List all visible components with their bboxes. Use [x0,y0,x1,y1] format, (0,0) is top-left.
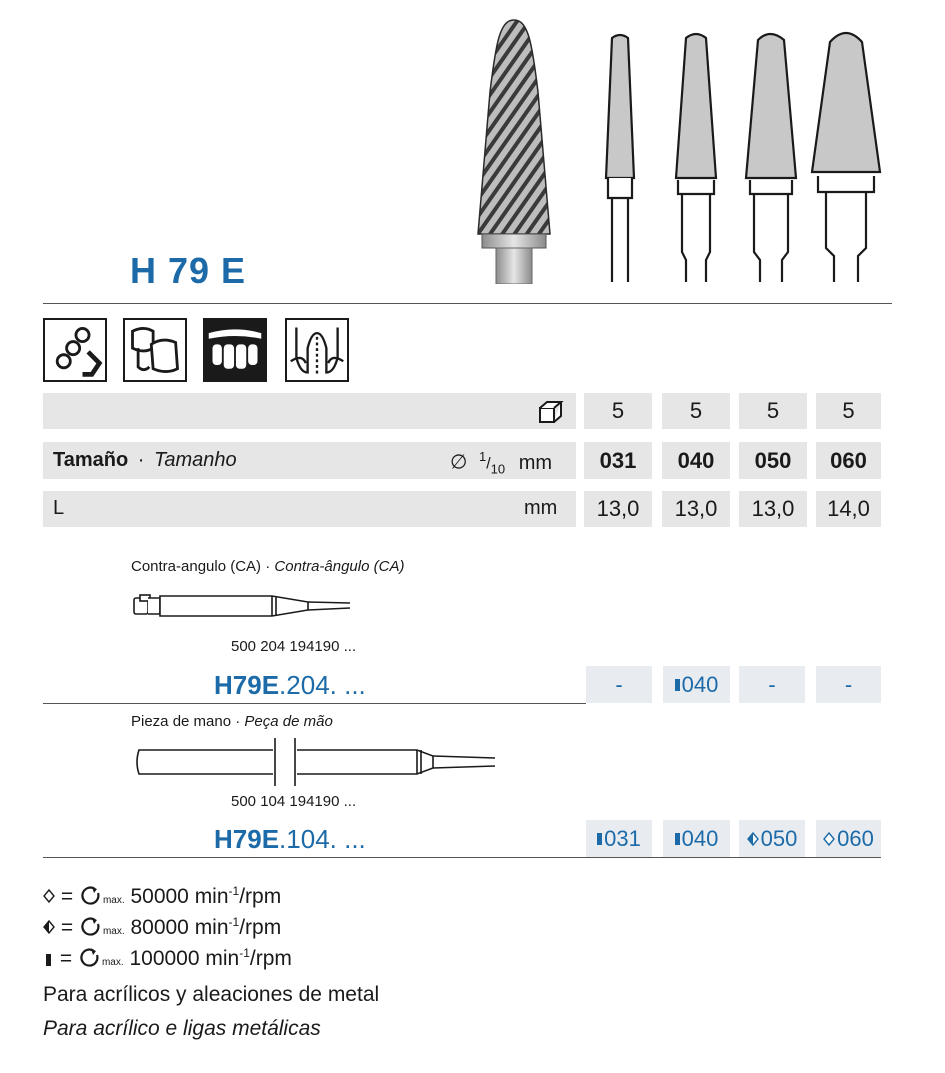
handpiece-shank-drawing [133,736,499,788]
size-unit-num: 1 [478,449,487,464]
legend-row-2 [43,915,281,940]
length-cell-3: 13,0 [739,491,807,527]
description-es: Para acrílicos y aleaciones de metal [43,983,380,1006]
half-diamond-marker-icon [747,832,759,846]
square-marker-icon [675,833,680,845]
size-cell-060: 060 [816,442,881,479]
description-pt: Para acrílico e ligas metálicas [43,1017,321,1040]
ca-cell-4-text: - [844,671,853,697]
hp-cell-040 [663,820,730,857]
legend-max: max. [102,895,125,906]
hp-cell-3-text: 050 [760,825,798,851]
ca-code-rest: .204. ... [279,670,366,700]
bur-size-drawings [590,20,890,285]
package-icon [537,399,565,425]
ca-order-code [214,670,366,701]
legend-exp: -1 [239,946,250,960]
size-cell-040: 040 [662,442,730,479]
hp-cell-050 [739,820,805,857]
length-cell-4: 14,0 [816,491,881,527]
hp-cell-031 [586,820,652,857]
legend-exp: -1 [228,915,240,929]
length-label: L [53,497,65,519]
size-label [53,449,237,472]
pack-cell-4: 5 [816,393,881,429]
legend-eq: = [60,885,79,908]
pack-cell-2: 5 [662,393,730,429]
hp-code-rest: .104. ... [279,824,366,854]
hp-reference: 500 104 194190 ... [231,793,357,810]
hp-cell-2-text: 040 [681,825,719,851]
legend-unit: /rpm [249,947,292,970]
ca-cell-2-text: 040 [681,671,719,697]
rotation-icon [78,948,102,968]
hp-label [131,713,333,730]
orthodontic-icon [285,318,349,382]
chain-link-icon [43,318,107,382]
size-unit-mm: mm [518,451,553,474]
legend-unit: /rpm [239,885,282,908]
pack-cell-1: 5 [584,393,652,429]
hp-cell-060 [816,820,881,857]
size-cell-050: 050 [739,442,807,479]
ca-reference: 500 204 194190 ... [231,638,357,655]
ca-cell-1-text: - [615,671,623,697]
legend-eq: = [60,916,79,939]
legend-max: max. [102,926,125,937]
ca-cell-3-text: - [768,671,776,697]
ca-cell-4 [816,666,881,703]
denture-icon [203,318,267,382]
crown-bridge-icon [123,318,187,382]
diamond-legend-icon [43,889,55,903]
ca-cell-1 [586,666,652,703]
legend-max: max. [101,957,124,968]
length-row-band [43,491,576,527]
legend-row-3 [43,946,292,971]
hp-label-pt: Peça de mão [244,713,333,730]
hp-cell-1-text: 031 [604,825,641,851]
size-label-es: Tamaño [53,449,129,471]
rotation-icon [79,917,103,937]
length-cell-1: 13,0 [584,491,652,527]
title-divider [43,303,892,304]
ca-cell-2 [663,666,730,703]
size-label-pt: Tamanho [154,449,237,471]
hp-order-code [214,824,366,855]
legend-unit: /rpm [239,916,282,939]
square-marker-icon [675,679,680,691]
legend-exp: -1 [228,884,240,898]
legend-eq: = [59,947,78,970]
half-diamond-legend-icon [43,920,55,934]
hp-cell-4-text: 060 [837,825,874,851]
hp-divider [43,857,881,858]
legend-value: 50000 min [124,885,229,908]
fraction-slash: / [486,455,491,473]
ca-label-pt: Contra-ângulo (CA) [274,558,405,575]
square-legend-icon [46,954,51,966]
legend-row-1 [43,884,281,909]
legend-value: 100000 min [123,947,240,970]
legend-value: 80000 min [124,916,229,939]
ca-divider [43,703,586,704]
size-cell-031: 031 [584,442,652,479]
size-unit [450,449,552,477]
contra-angle-shank-drawing [132,592,352,618]
pack-row-band [43,393,576,429]
pack-cell-3: 5 [739,393,807,429]
size-label-sep: · [137,449,145,471]
ca-cell-3 [739,666,805,703]
hp-code-bold: H79E [214,824,280,854]
length-cell-2: 13,0 [662,491,730,527]
size-unit-den: 10 [490,461,506,477]
diamond-marker-icon [823,832,835,846]
ca-label-es: Contra-angulo (CA) · [131,558,275,575]
length-unit: mm [524,497,558,519]
ca-label [131,558,404,575]
hp-label-es: Pieza de mano · [131,713,245,730]
bur-photo [460,12,570,284]
rotation-icon [79,886,103,906]
ca-code-bold: H79E [214,670,280,700]
diameter-symbol: ∅ [450,451,468,474]
product-title: H 79 E [130,250,247,291]
square-marker-icon [597,833,602,845]
